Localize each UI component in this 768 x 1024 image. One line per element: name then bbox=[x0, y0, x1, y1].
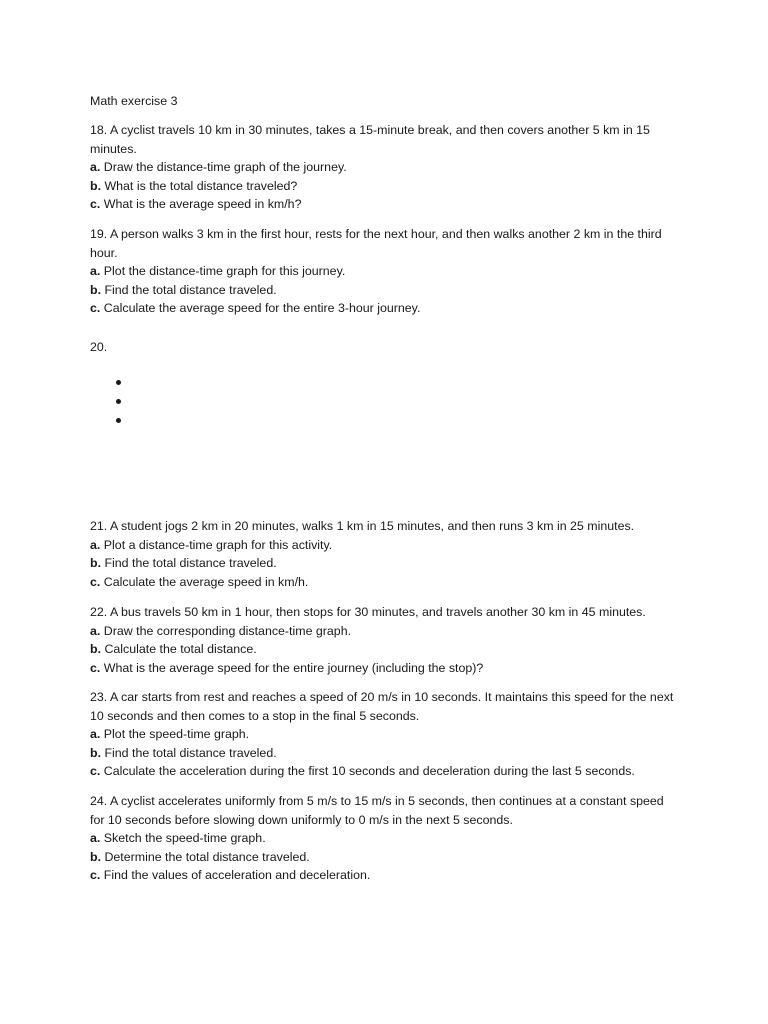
problem-22-part-c: c. What is the average speed for the entire journey (including the stop)? bbox=[90, 660, 484, 675]
problem-18-part-a: a. Draw the distance-time graph of the journey. bbox=[90, 160, 347, 175]
problem-24 bbox=[90, 792, 680, 885]
bullet-icon bbox=[116, 380, 121, 385]
bullet-icon bbox=[116, 418, 121, 423]
problem-22-part-a: a. Draw the corresponding distance-time graph. bbox=[90, 623, 352, 638]
problem-23-part-b: b. Find the total distance traveled. bbox=[90, 745, 277, 760]
problem-21 bbox=[90, 517, 680, 591]
problem-22 bbox=[90, 603, 680, 677]
problem-24-part-b: b. Determine the total distance traveled. bbox=[90, 849, 310, 864]
problem-19-part-c: c. Calculate the average speed for the entire 3-hour journey. bbox=[90, 301, 421, 316]
problem-22-part-b: b. Calculate the total distance. bbox=[90, 642, 257, 657]
problem-21-part-c: c. Calculate the average speed in km/h. bbox=[90, 574, 309, 589]
problem-20-stem: 20. bbox=[90, 340, 108, 354]
problem-23 bbox=[90, 688, 680, 781]
problem-22-stem: 22. A bus travels 50 km in 1 hour, then stops for 30 minutes, and travels another 30 km in 45 minutes. bbox=[90, 605, 646, 619]
problem-24-part-a: a. Sketch the speed-time graph. bbox=[90, 831, 266, 846]
problem-21-part-b: b. Find the total distance traveled. bbox=[90, 556, 277, 571]
problem-24-part-c: c. Find the values of acceleration and deceleration. bbox=[90, 868, 371, 883]
problem-18 bbox=[90, 121, 680, 214]
problem-24-stem: 24. A cyclist accelerates uniformly from 5 m/s to 15 m/s in 5 seconds, then continues at a constant speed for 10 seconds before slowing down uniformly to 0 m/s in the next 5 seconds. bbox=[90, 794, 664, 827]
document-title: Math exercise 3 bbox=[90, 94, 178, 108]
problem-18-stem: 18. A cyclist travels 10 km in 30 minutes, takes a 15-minute break, and then covers another 5 km in 15 minutes. bbox=[90, 123, 650, 156]
problem-20 bbox=[90, 338, 680, 357]
problem-19-part-a: a. Plot the distance-time graph for this journey. bbox=[90, 264, 346, 279]
problem-18-part-b: b. What is the total distance traveled? bbox=[90, 178, 298, 193]
problem-21-part-a: a. Plot a distance-time graph for this activity. bbox=[90, 537, 333, 552]
problem-23-stem: 23. A car starts from rest and reaches a speed of 20 m/s in 10 seconds. It maintains this speed for the next 10 seconds and then comes to a stop in the final 5 seconds. bbox=[90, 690, 674, 723]
problem-23-part-c: c. Calculate the acceleration during the first 10 seconds and deceleration during the last 5 seconds. bbox=[90, 764, 635, 779]
problem-18-part-c: c. What is the average speed in km/h? bbox=[90, 197, 302, 212]
problem-19-part-b: b. Find the total distance traveled. bbox=[90, 282, 277, 297]
problem-23-part-a: a. Plot the speed-time graph. bbox=[90, 727, 250, 742]
bullet-icon bbox=[116, 399, 121, 404]
problem-19-stem: 19. A person walks 3 km in the first hour, rests for the next hour, and then walks another 2 km in the third hour. bbox=[90, 227, 662, 260]
problem-19 bbox=[90, 225, 680, 318]
problem-21-stem: 21. A student jogs 2 km in 20 minutes, walks 1 km in 15 minutes, and then runs 3 km in 25 minutes. bbox=[90, 519, 635, 533]
